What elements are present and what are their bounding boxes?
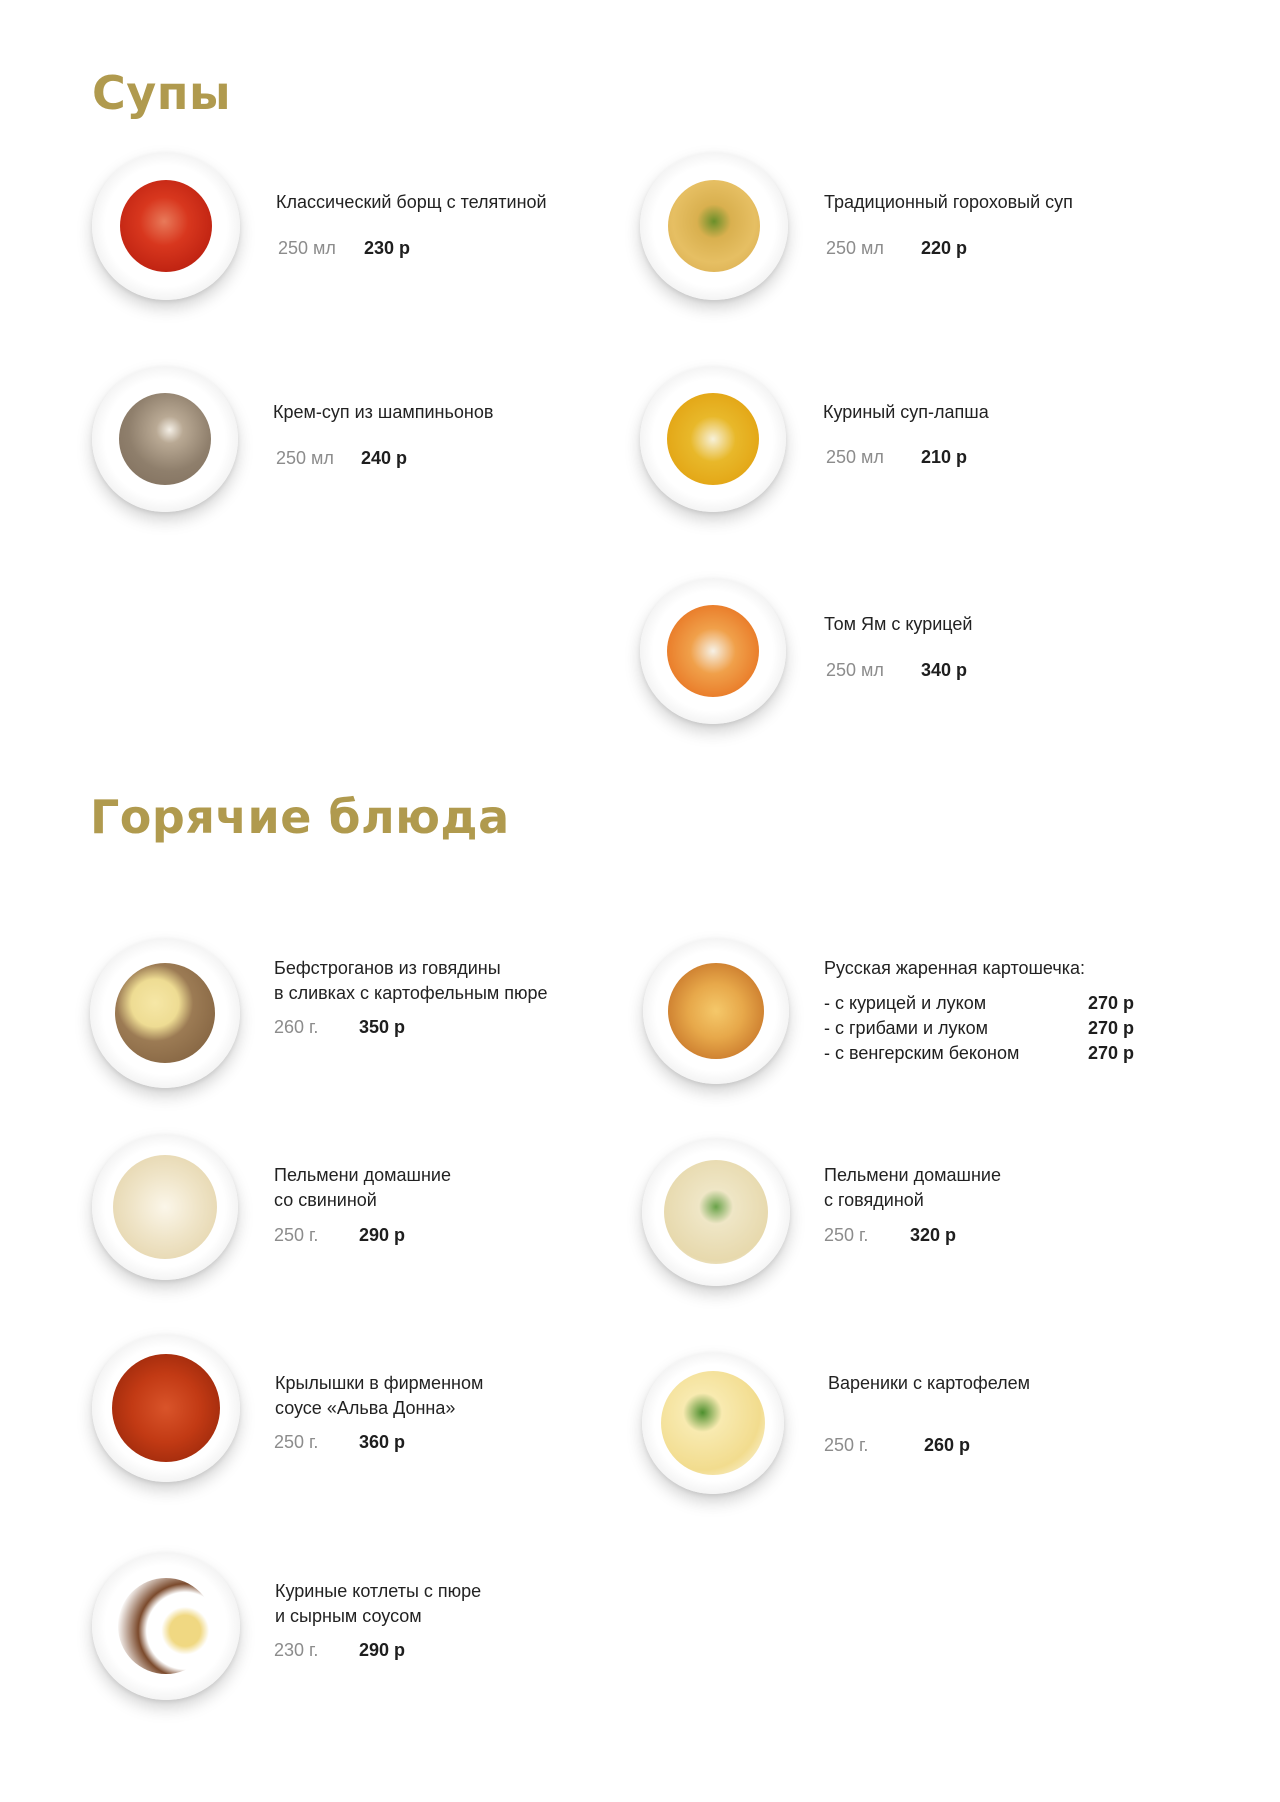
dish-weight: 230 г. xyxy=(274,1640,319,1660)
dish-photo xyxy=(640,152,788,300)
dish-photo xyxy=(92,152,240,300)
variant-item: - с грибами и луком 270 р xyxy=(824,1018,1134,1038)
dish-name: Крылышки в фирменном соусе «Альва Донна» xyxy=(275,1373,484,1418)
dish-photo xyxy=(92,1334,240,1482)
dish-name: Куриные котлеты с пюре и сырным соусом xyxy=(275,1581,482,1626)
dish-name: Крем-суп из шампиньонов xyxy=(273,402,494,422)
dish-photo xyxy=(640,366,786,512)
dish-price: 260 р xyxy=(924,1435,971,1455)
dish-weight: 250 мл xyxy=(278,238,336,258)
variant-list xyxy=(824,993,1134,1068)
dish-photo xyxy=(643,938,789,1084)
dish-price: 350 р xyxy=(359,1017,406,1037)
dish-weight: 250 мл xyxy=(826,447,884,467)
dish-weight: 250 мл xyxy=(826,660,884,680)
dish-name: Традиционный гороховый суп xyxy=(824,192,1073,212)
dish-photo xyxy=(642,1352,784,1494)
dish-price: 240 р xyxy=(361,448,408,468)
dish-price: 290 р xyxy=(359,1640,406,1660)
dish-weight: 250 г. xyxy=(824,1225,869,1245)
dish-name: Вареники с картофелем xyxy=(828,1373,1031,1393)
dish-photo xyxy=(92,1552,240,1700)
dish-weight: 250 г. xyxy=(274,1225,319,1245)
dish-name: Классический борщ с телятиной xyxy=(276,192,547,212)
dish-photo xyxy=(90,938,240,1088)
dish-price: 360 р xyxy=(359,1432,406,1452)
dish-price: 320 р xyxy=(910,1225,957,1245)
dish-name: Пельмени домашние с говядиной xyxy=(824,1165,1001,1210)
dish-photo xyxy=(92,1134,238,1280)
dish-name: Русская жаренная картошечка: xyxy=(824,958,1086,978)
variant-item: - с венгерским беконом 270 р xyxy=(824,1043,1134,1063)
dish-weight: 250 г. xyxy=(274,1432,319,1452)
dish-photo xyxy=(92,366,238,512)
dish-weight: 250 мл xyxy=(276,448,334,468)
dish-price: 210 р xyxy=(921,447,968,467)
dish-weight: 250 мл xyxy=(826,238,884,258)
dish-photo xyxy=(640,578,786,724)
dish-name: Пельмени домашние со свининой xyxy=(274,1165,451,1210)
dish-price: 290 р xyxy=(359,1225,406,1245)
dish-price: 230 р xyxy=(364,238,411,258)
dish-photo xyxy=(642,1138,790,1286)
dish-name: Бефстроганов из говядины в сливках с картофельным пюре xyxy=(274,958,548,1003)
dish-weight: 260 г. xyxy=(274,1017,319,1037)
dish-name: Том Ям с курицей xyxy=(824,614,973,634)
section-title-soups: Супы xyxy=(92,66,232,120)
dish-name: Куриный суп-лапша xyxy=(823,402,989,422)
dish-price: 340 р xyxy=(921,660,968,680)
section-title-hot-dishes: Горячие блюда xyxy=(90,790,510,844)
variant-item: - с курицей и луком 270 р xyxy=(824,993,1134,1013)
dish-price: 220 р xyxy=(921,238,968,258)
dish-weight: 250 г. xyxy=(824,1435,869,1455)
